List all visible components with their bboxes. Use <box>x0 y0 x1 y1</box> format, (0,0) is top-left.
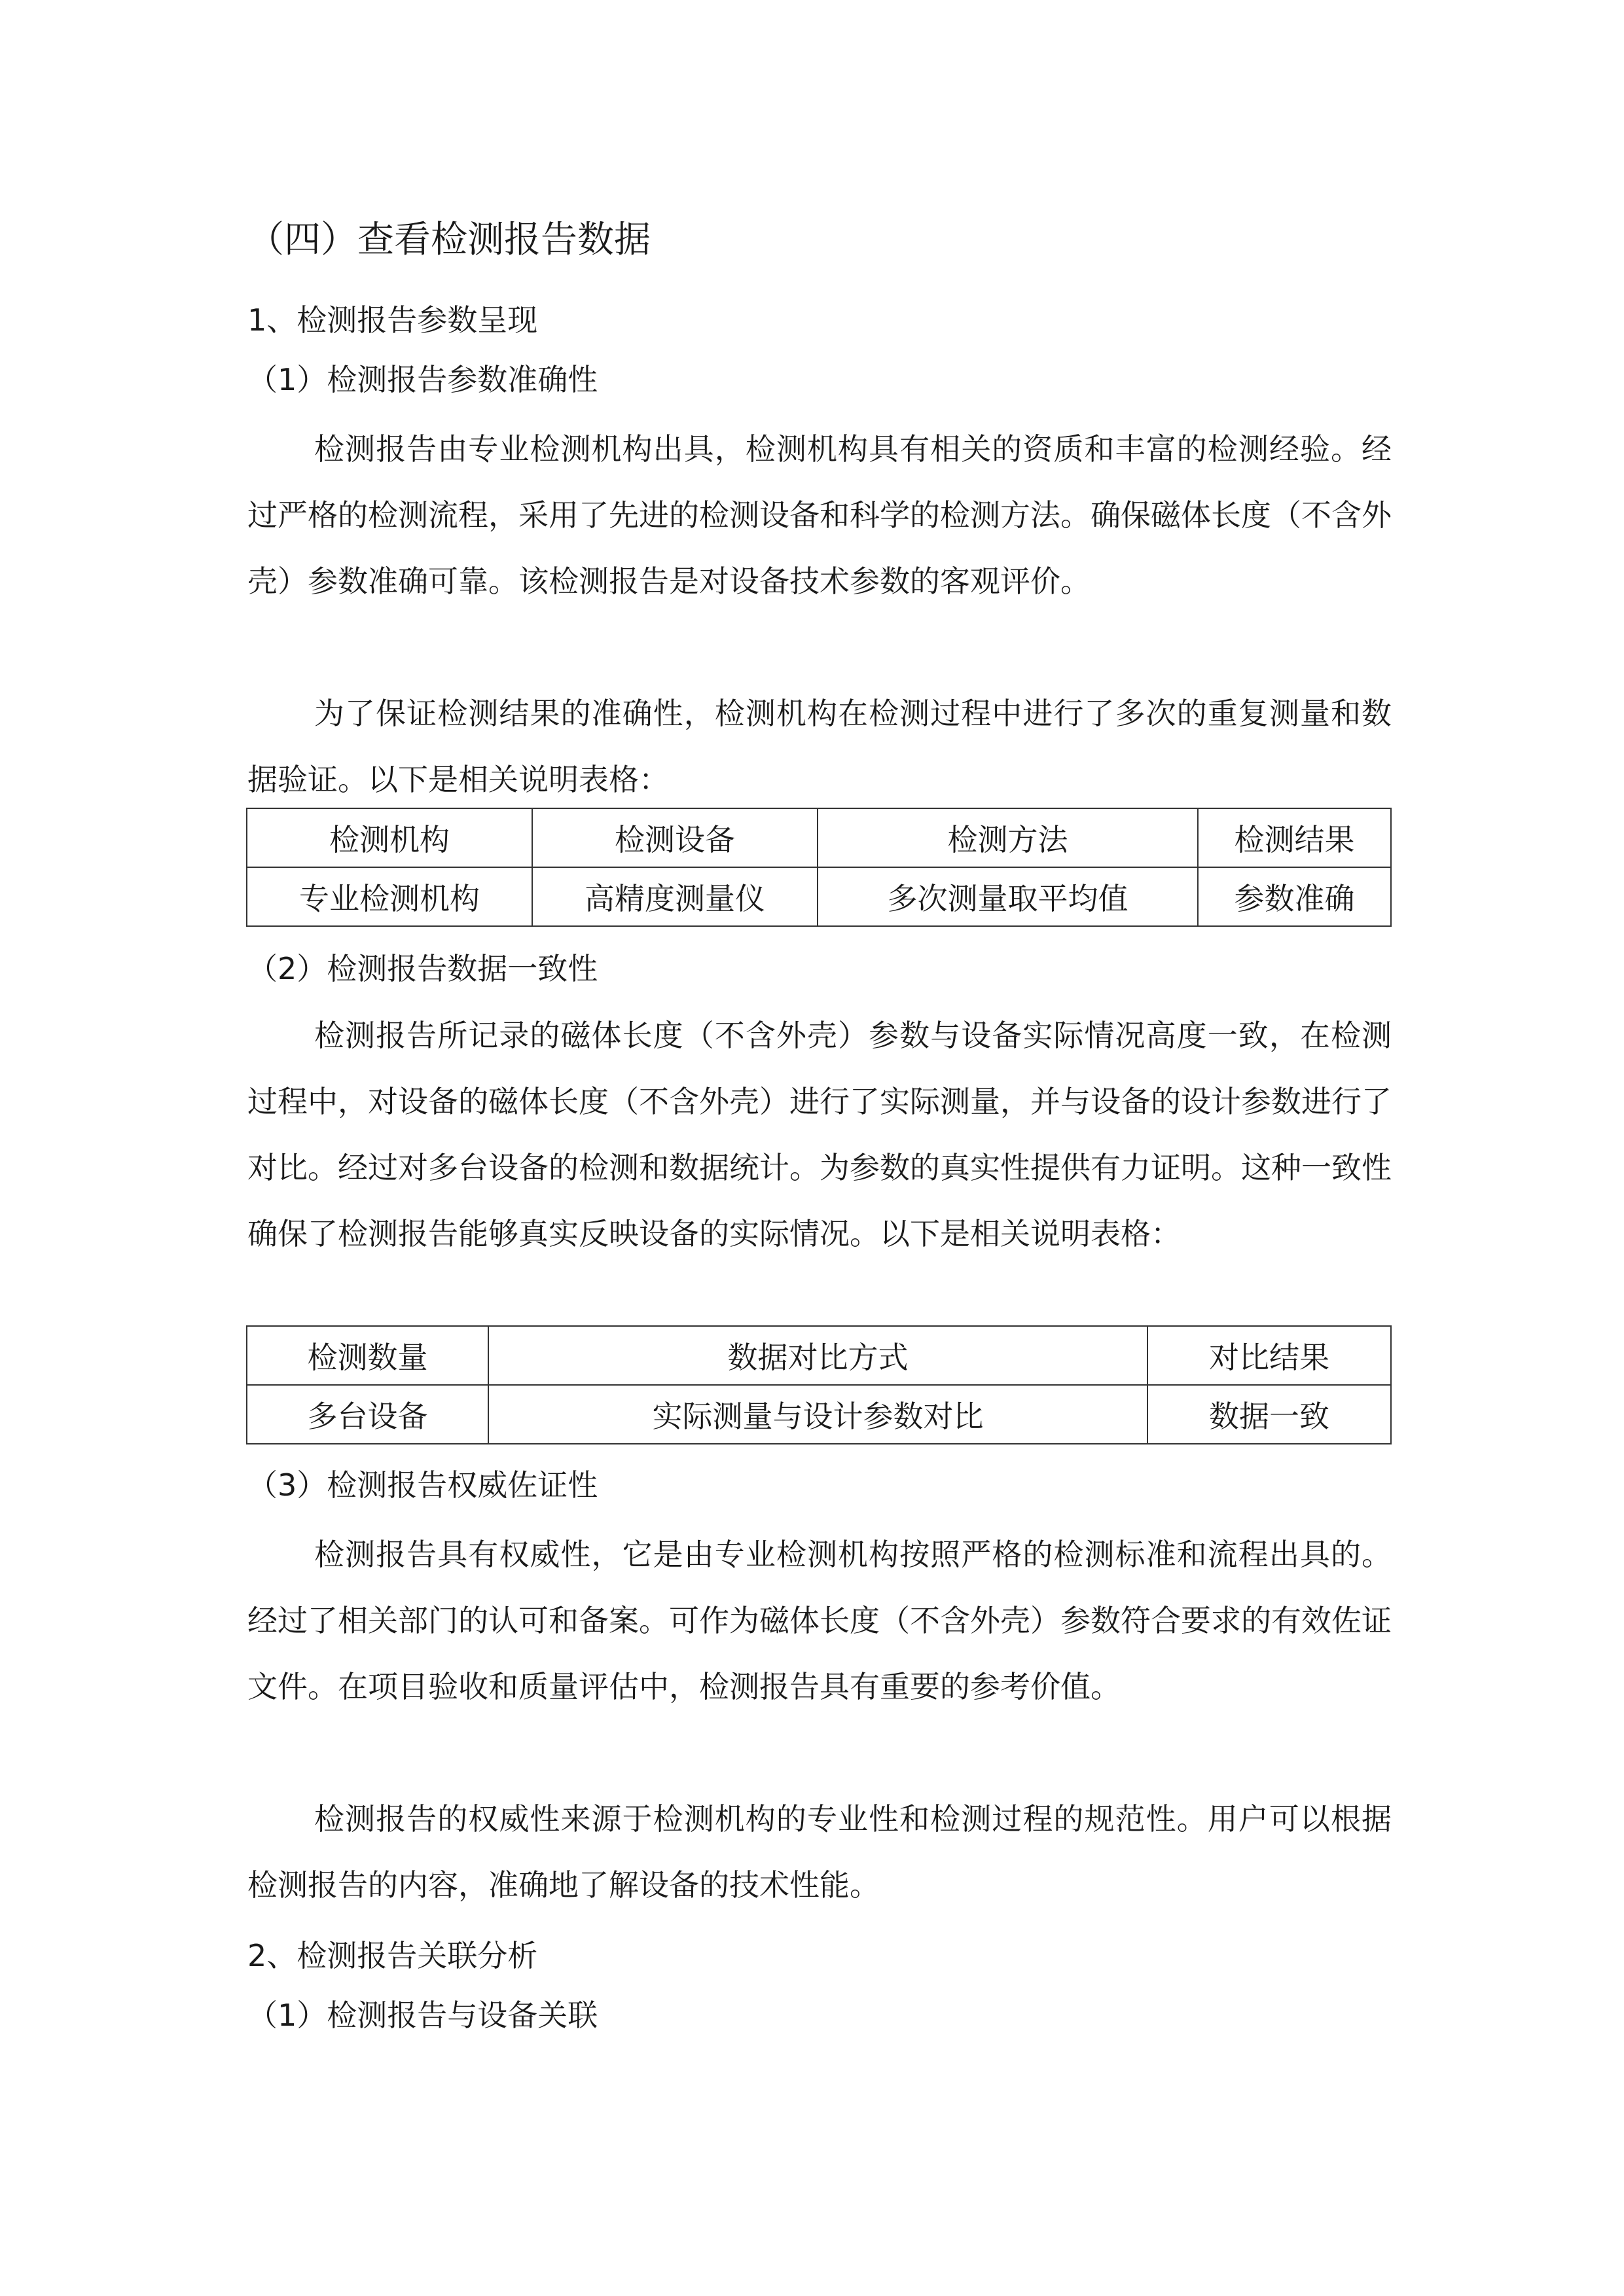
table-cell: 高精度测量仪 <box>532 867 818 926</box>
table-row <box>247 1385 1391 1444</box>
table-cell: 数据一致 <box>1147 1385 1391 1444</box>
table-cell: 参数准确 <box>1198 867 1391 926</box>
table-header-cell: 对比结果 <box>1147 1326 1391 1385</box>
part1-title: 1、检测报告参数呈现 <box>247 302 538 338</box>
part1-sub1-title: （1）检测报告参数准确性 <box>247 362 598 397</box>
part1-sub3-title: （3）检测报告权威佐证性 <box>247 1467 598 1503</box>
table-header-row <box>247 808 1391 867</box>
part1-sub2-paragraph-1: 检测报告所记录的磁体长度（不含外壳）参数与设备实际情况高度一致，在检测过程中，对设备的磁体长度（不含外壳）进行了实际测量，并与设备的设计参数进行了对比。经过对多台设备的检测和数据统计。为参数的真实性提供有力证明。这种一致性确保了检测报告能够真实反映设备的实际情况。以下是相关说明表格： <box>247 1018 1392 1251</box>
consistency-table <box>246 1325 1392 1444</box>
table-header-cell: 检测结果 <box>1198 808 1391 867</box>
table-header-row <box>247 1326 1391 1385</box>
part1-sub2-title: （2）检测报告数据一致性 <box>247 951 598 986</box>
table-row <box>247 867 1391 926</box>
part1-sub3-paragraph-2: 检测报告的权威性来源于检测机构的专业性和检测过程的规范性。用户可以根据检测报告的内容，准确地了解设备的技术性能。 <box>247 1801 1392 1903</box>
table-cell: 多台设备 <box>247 1385 488 1444</box>
table-header-cell: 数据对比方式 <box>488 1326 1147 1385</box>
part2-sub1-title: （1）检测报告与设备关联 <box>247 1998 598 2033</box>
table-header-cell: 检测机构 <box>247 808 532 867</box>
part1-sub1-paragraph-2: 为了保证检测结果的准确性，检测机构在检测过程中进行了多次的重复测量和数据验证。以下是相关说明表格： <box>247 696 1392 797</box>
table-header-cell: 检测设备 <box>532 808 818 867</box>
accuracy-table <box>246 808 1392 927</box>
section-title: （四）查看检测报告数据 <box>247 219 651 261</box>
part1-sub3-paragraph-1: 检测报告具有权威性，它是由专业检测机构按照严格的检测标准和流程出具的。经过了相关部门的认可和备案。可作为磁体长度（不含外壳）参数符合要求的有效佐证文件。在项目验收和质量评估中，检测报告具有重要的参考价值。 <box>247 1537 1392 1704</box>
table-cell: 多次测量取平均值 <box>818 867 1198 926</box>
part2-title: 2、检测报告关联分析 <box>247 1938 538 1973</box>
table-header-cell: 检测数量 <box>247 1326 488 1385</box>
table-header-cell: 检测方法 <box>818 808 1198 867</box>
part1-sub1-paragraph-1: 检测报告由专业检测机构出具，检测机构具有相关的资质和丰富的检测经验。经过严格的检测流程，采用了先进的检测设备和科学的检测方法。确保磁体长度（不含外壳）参数准确可靠。该检测报告是对设备技术参数的客观评价。 <box>247 431 1392 599</box>
table-cell: 实际测量与设计参数对比 <box>488 1385 1147 1444</box>
table-cell: 专业检测机构 <box>247 867 532 926</box>
